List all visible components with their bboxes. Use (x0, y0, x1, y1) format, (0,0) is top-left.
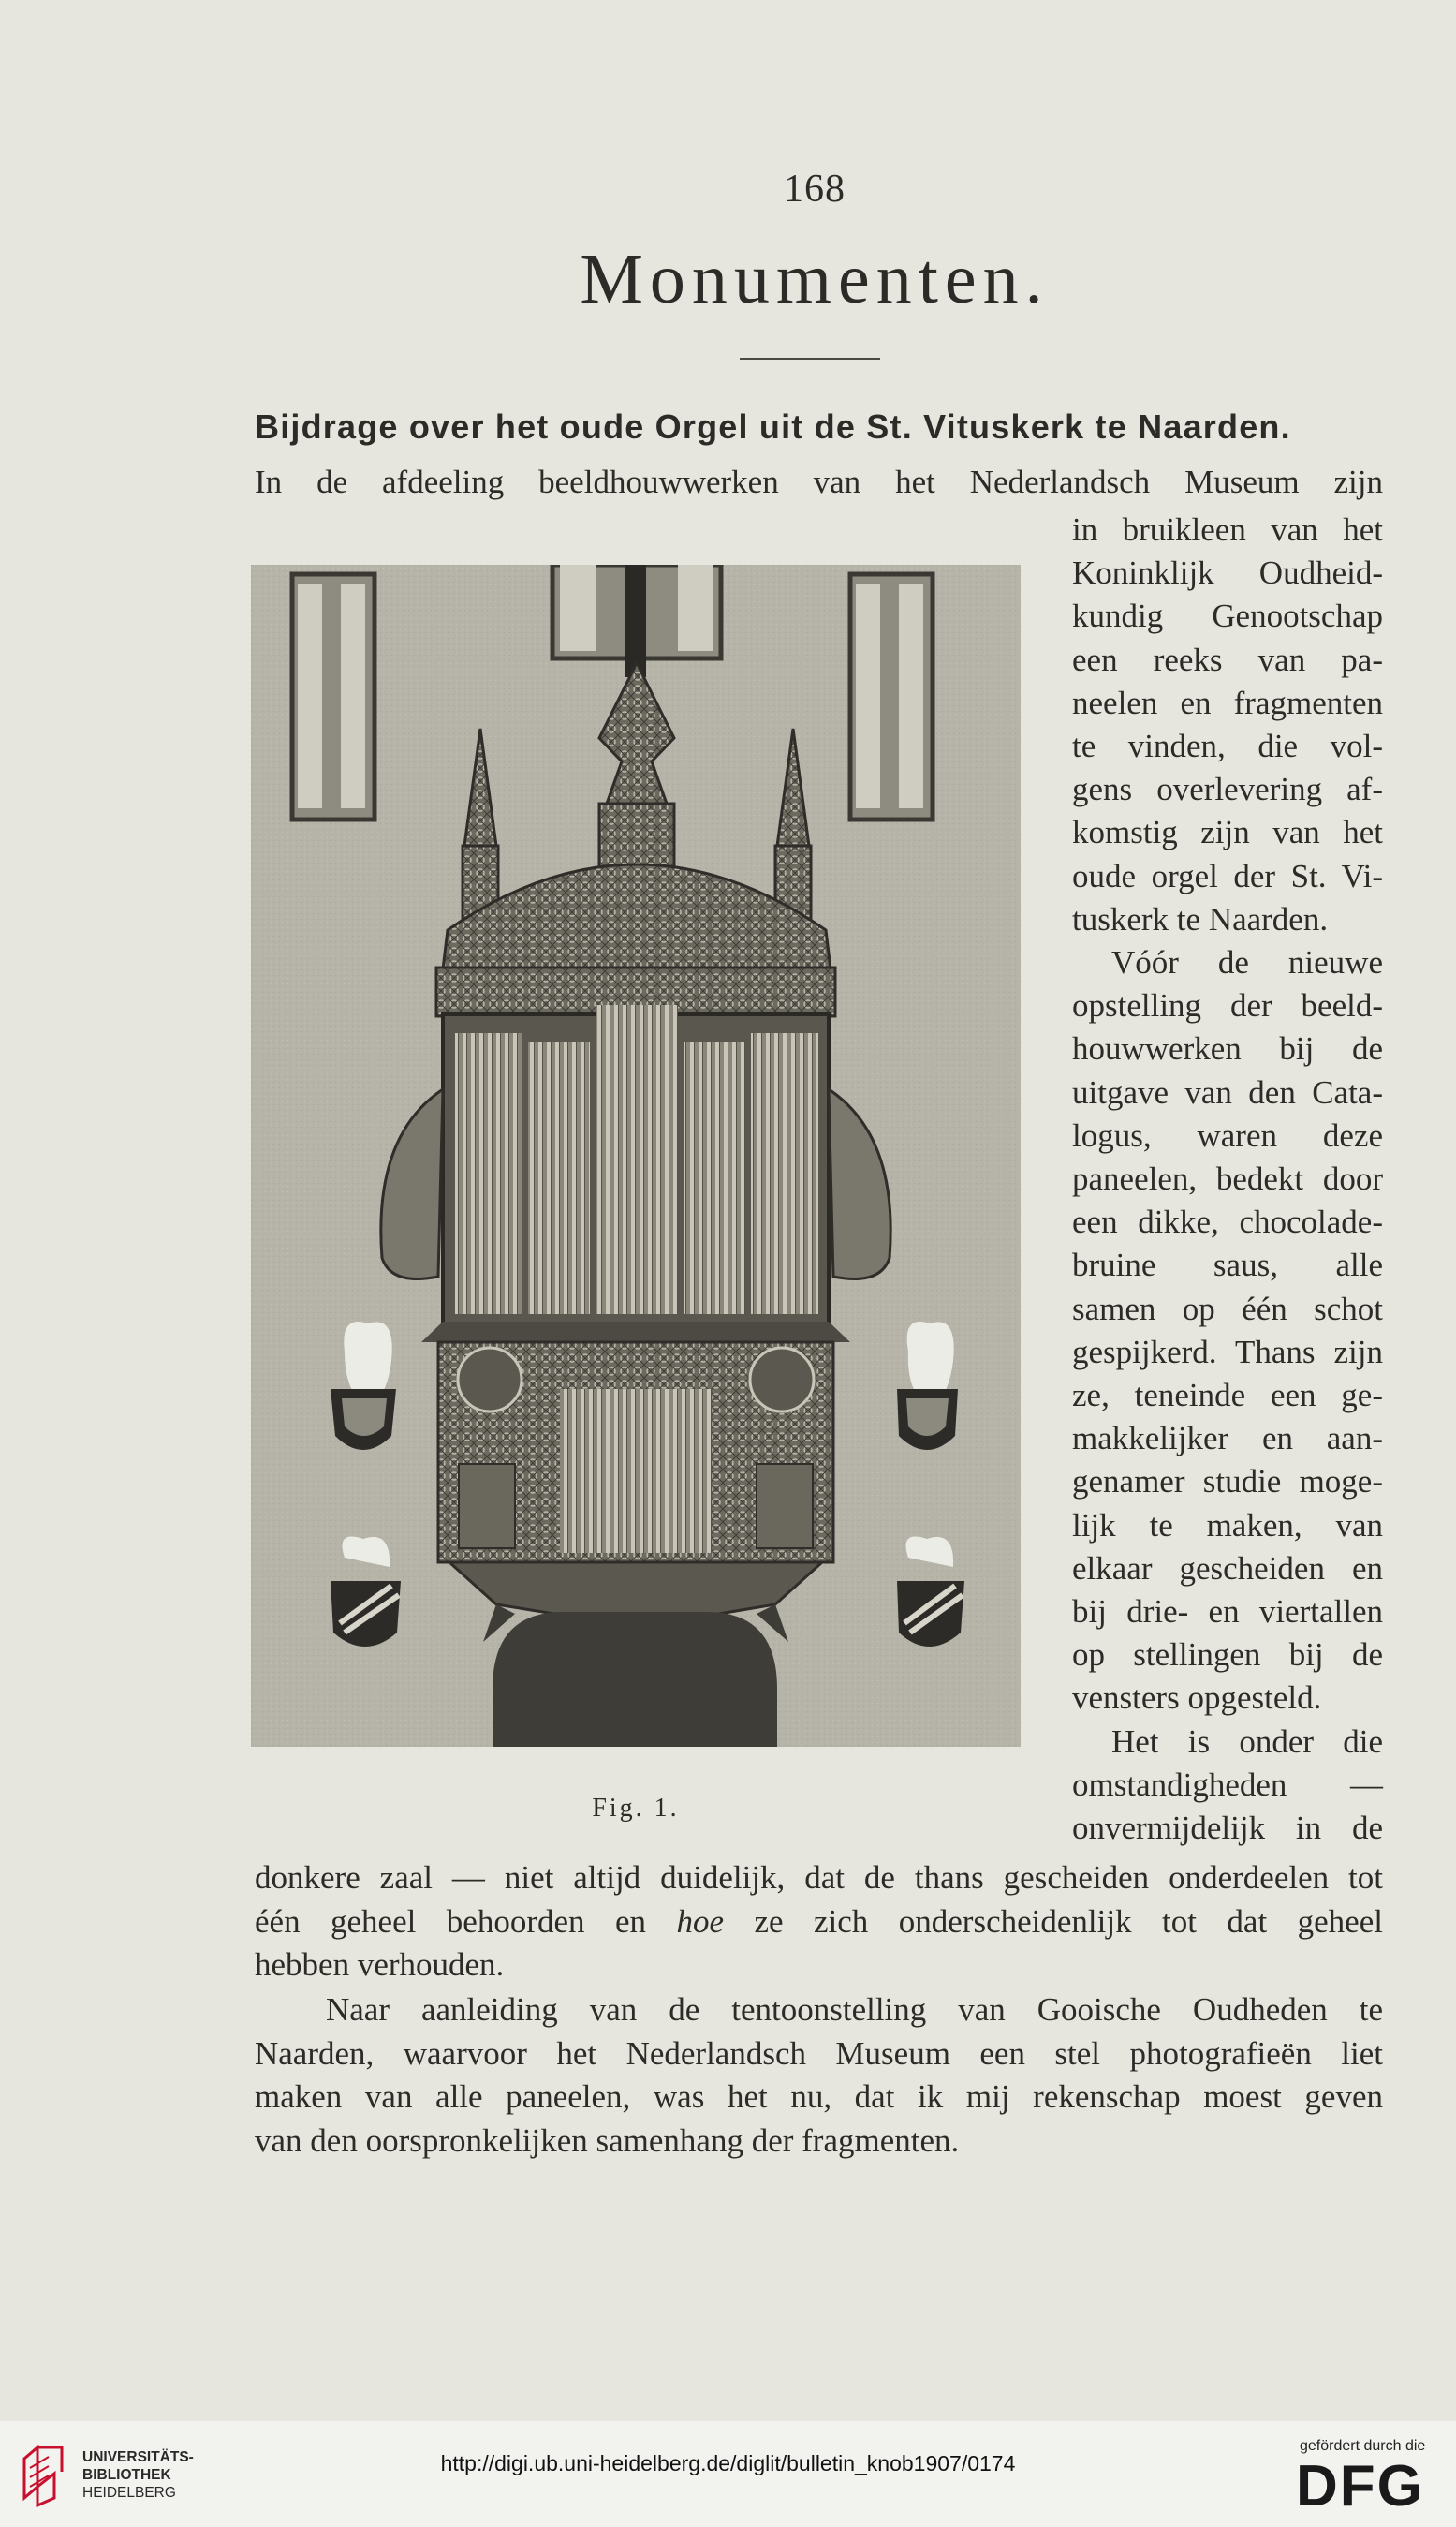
text-line: van den oorspronkelijken samenhang der fragmenten. (255, 2121, 960, 2159)
text-line: neelen en fragmenten (1072, 684, 1383, 721)
text-line: te vinden, die vol- (1072, 728, 1383, 765)
text-line: genamer studie moge- (1072, 1463, 1383, 1500)
title-divider (740, 358, 880, 360)
first-line-text: In de afdeeling beeldhouwwerken van het Nederlandsch Museum zijn (255, 464, 1383, 500)
text-line: gens overlevering af- (1072, 771, 1383, 808)
text-line: hebben verhouden. (255, 1946, 505, 1983)
text-line: gespijkerd. Thans zijn (1072, 1333, 1383, 1370)
text-line: Naar aanleiding van de tentoonstelling van Gooische Oudheden te (326, 1991, 1383, 2028)
text-line: in bruikleen van het (1072, 511, 1383, 548)
text-line: komstig zijn van het (1072, 814, 1383, 851)
figure-caption: Fig. 1. (592, 1794, 680, 1823)
text-line: bij drie- en viertallen (1072, 1593, 1383, 1631)
text-line: makkelijker en aan- (1072, 1420, 1383, 1457)
text-line: bruine saus, alle (1072, 1247, 1383, 1284)
text-line: ze, teneinde een ge- (1072, 1377, 1383, 1414)
article-heading: Bijdrage over het oude Orgel uit de St. Vituskerk te Naarden. (255, 407, 1291, 446)
text-line: donkere zaal — niet altijd duidelijk, dat de thans gescheiden onderdeelen tot (255, 1859, 1383, 1896)
text-line: uitgave van den Cata- (1072, 1073, 1383, 1111)
source-url[interactable]: http://digi.ub.uni-heidelberg.de/diglit/bulletin_knob1907/0174 (440, 2451, 1016, 2475)
paragraph-second (255, 1988, 1383, 2163)
funded-by-text: gefördert durch die (1300, 2438, 1426, 2454)
text-line: op stellingen bij de (1072, 1636, 1383, 1674)
text-line: paneelen, bedekt door (1072, 1160, 1383, 1198)
text-line: oude orgel der St. Vi- (1072, 857, 1383, 894)
organ-photograph (251, 565, 1021, 1747)
text-line: samen op één schot (1072, 1290, 1383, 1327)
dfg-logo: DFG (1296, 2454, 1424, 2519)
text-line: een dikke, chocolade- (1072, 1204, 1383, 1241)
library-line-3: HEIDELBERG (82, 2485, 176, 2501)
text-line: Koninklijk Oudheid- (1072, 554, 1383, 592)
text-line: maken van alle paneelen, was het nu, dat ik mij rekenschap moest geven (255, 2078, 1383, 2115)
page-number: 168 (784, 168, 846, 211)
library-line-1: UNIVERSITÄTS- (82, 2449, 194, 2465)
text-line: Het is onder die (1111, 1722, 1383, 1760)
text-line: onvermijdelijk in de (1072, 1810, 1383, 1847)
side-column-text (1072, 509, 1383, 1850)
text-line: opstelling der beeld- (1072, 987, 1383, 1025)
text-line: houwwerken bij de (1072, 1030, 1383, 1068)
text-line: elkaar gescheiden en (1072, 1549, 1383, 1587)
section-title: Monumenten. (580, 240, 1050, 318)
text-line: tuskerk te Naarden. (1072, 900, 1329, 938)
text-line: Naarden, waarvoor het Nederlandsch Museum een stel photografieën liet (255, 2034, 1383, 2072)
text-line: lijk te maken, van (1072, 1506, 1383, 1544)
text-line: kundig Genootschap (1072, 598, 1383, 635)
text-line: omstandigheden — (1072, 1766, 1383, 1803)
text-line: logus, waren deze (1072, 1116, 1383, 1154)
text-line: één geheel behoorden en hoe ze zich onderscheidenlijk tot dat geheel (255, 1902, 1383, 1940)
text-line: een reeks van pa- (1072, 641, 1383, 678)
text-line: vensters opgesteld. (1072, 1679, 1322, 1717)
text-line: Vóór de nieuwe (1111, 944, 1383, 982)
paragraph-continuation (255, 1856, 1383, 1988)
library-line-2: BIBLIOTHEK (82, 2467, 171, 2483)
